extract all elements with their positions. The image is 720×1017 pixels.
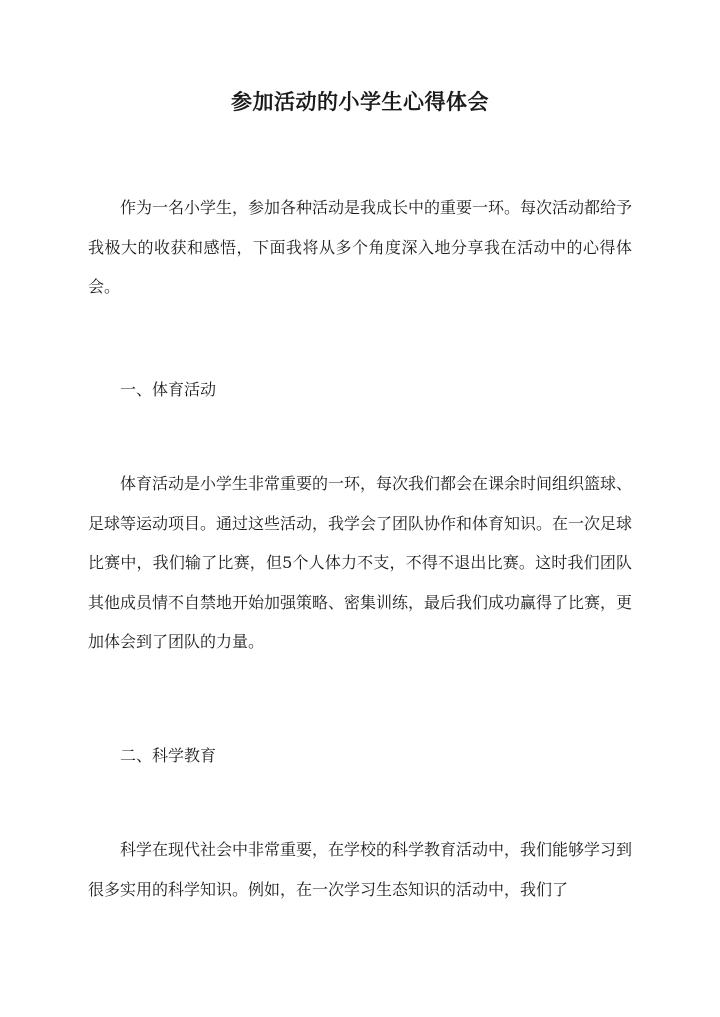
section-heading-science: 二、科学教育 (120, 746, 217, 765)
section-body-sports: 体育活动是小学生非常重要的一环，每次我们都会在课余时间组织篮球、足球等运动项目。通过这些活动，我学会了团队协作和体育知识。在一次足球比赛中，我们输了比赛，但5个人体力不支，不得不退出比赛。这时我们团队其他成员情不自禁地开始加强策略、密集训练，最后我们成功赢得了比赛，更加体会到了团队的力量。 (88, 474, 633, 651)
intro-paragraph: 作为一名小学生，参加各种活动是我成长中的重要一环。每次活动都给予我极大的收获和感悟，下面我将从多个角度深入地分享我在活动中的心得体会。 (88, 198, 633, 296)
section-heading-sports: 一、体育活动 (120, 380, 217, 399)
section-body-science: 科学在现代社会中非常重要，在学校的科学教育活动中，我们能够学习到很多实用的科学知识。例如，在一次学习生态知识的活动中，我们了 (88, 840, 633, 899)
document-title: 参加活动的小学生心得体会 (231, 89, 489, 114)
